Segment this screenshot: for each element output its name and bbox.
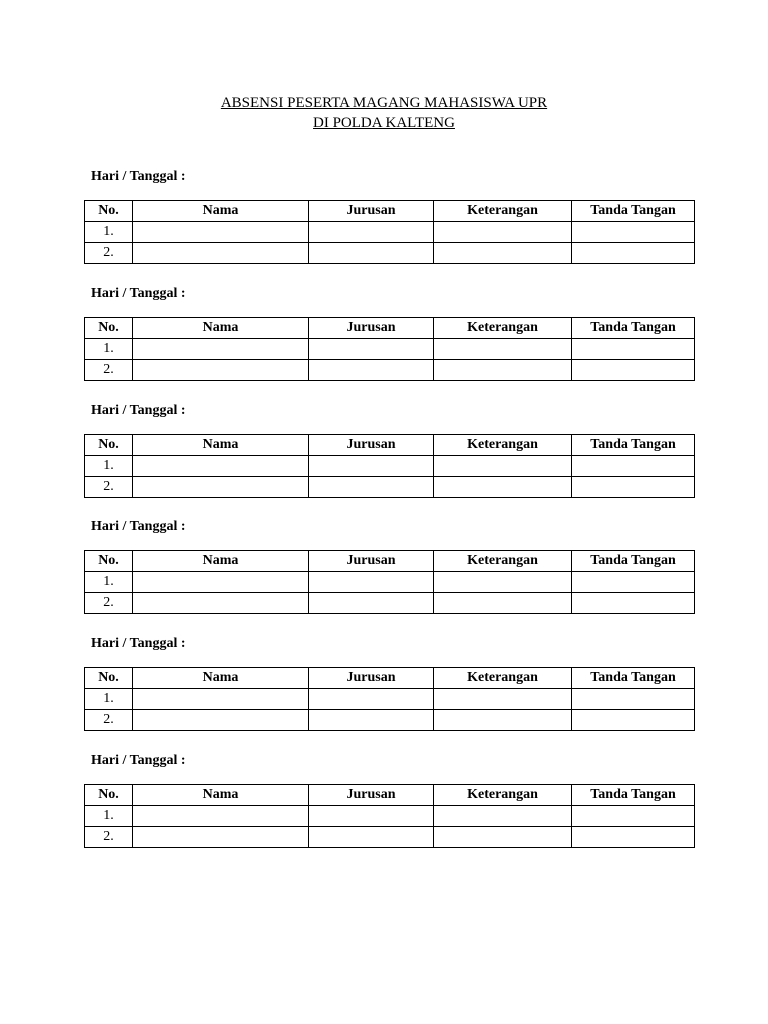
cell-tanda-tangan[interactable] bbox=[572, 572, 695, 593]
row-number: 2. bbox=[85, 593, 133, 614]
cell-jurusan[interactable] bbox=[309, 456, 434, 477]
row-number: 1. bbox=[85, 339, 133, 360]
cell-nama[interactable] bbox=[133, 456, 309, 477]
header-keterangan: Keterangan bbox=[434, 435, 572, 456]
table-header-row bbox=[85, 785, 695, 806]
cell-keterangan[interactable] bbox=[434, 827, 572, 848]
table-row bbox=[85, 339, 695, 360]
attendance-table bbox=[84, 317, 695, 381]
table-row bbox=[85, 593, 695, 614]
cell-tanda-tangan[interactable] bbox=[572, 456, 695, 477]
cell-keterangan[interactable] bbox=[434, 360, 572, 381]
cell-keterangan[interactable] bbox=[434, 477, 572, 498]
cell-jurusan[interactable] bbox=[309, 360, 434, 381]
attendance-table bbox=[84, 200, 695, 264]
header-no: No. bbox=[85, 435, 133, 456]
cell-tanda-tangan[interactable] bbox=[572, 689, 695, 710]
cell-keterangan[interactable] bbox=[434, 710, 572, 731]
table-row bbox=[85, 477, 695, 498]
cell-nama[interactable] bbox=[133, 689, 309, 710]
header-tanda-tangan: Tanda Tangan bbox=[572, 318, 695, 339]
header-no: No. bbox=[85, 785, 133, 806]
row-number: 2. bbox=[85, 360, 133, 381]
cell-nama[interactable] bbox=[133, 339, 309, 360]
cell-tanda-tangan[interactable] bbox=[572, 806, 695, 827]
cell-nama[interactable] bbox=[133, 222, 309, 243]
cell-jurusan[interactable] bbox=[309, 222, 434, 243]
row-number: 1. bbox=[85, 222, 133, 243]
cell-tanda-tangan[interactable] bbox=[572, 710, 695, 731]
cell-jurusan[interactable] bbox=[309, 806, 434, 827]
attendance-table bbox=[84, 667, 695, 731]
cell-keterangan[interactable] bbox=[434, 806, 572, 827]
document-title: ABSENSI PESERTA MAGANG MAHASISWA UPR bbox=[220, 95, 548, 111]
header-tanda-tangan: Tanda Tangan bbox=[572, 668, 695, 689]
cell-keterangan[interactable] bbox=[434, 222, 572, 243]
header-tanda-tangan: Tanda Tangan bbox=[572, 785, 695, 806]
cell-jurusan[interactable] bbox=[309, 339, 434, 360]
document-subtitle: DI POLDA KALTENG bbox=[313, 115, 455, 131]
table-header-row bbox=[85, 551, 695, 572]
header-keterangan: Keterangan bbox=[434, 551, 572, 572]
attendance-table bbox=[84, 434, 695, 498]
row-number: 2. bbox=[85, 243, 133, 264]
cell-keterangan[interactable] bbox=[434, 243, 572, 264]
cell-jurusan[interactable] bbox=[309, 572, 434, 593]
cell-jurusan[interactable] bbox=[309, 827, 434, 848]
cell-jurusan[interactable] bbox=[309, 710, 434, 731]
row-number: 1. bbox=[85, 689, 133, 710]
cell-keterangan[interactable] bbox=[434, 456, 572, 477]
cell-tanda-tangan[interactable] bbox=[572, 593, 695, 614]
table-row bbox=[85, 689, 695, 710]
date-label: Hari / Tanggal : bbox=[91, 403, 186, 418]
row-number: 2. bbox=[85, 477, 133, 498]
table-row bbox=[85, 243, 695, 264]
header-no: No. bbox=[85, 318, 133, 339]
header-tanda-tangan: Tanda Tangan bbox=[572, 551, 695, 572]
date-label: Hari / Tanggal : bbox=[91, 519, 186, 534]
table-row bbox=[85, 222, 695, 243]
header-nama: Nama bbox=[133, 318, 309, 339]
header-nama: Nama bbox=[133, 435, 309, 456]
row-number: 1. bbox=[85, 456, 133, 477]
header-keterangan: Keterangan bbox=[434, 668, 572, 689]
header-jurusan: Jurusan bbox=[309, 668, 434, 689]
cell-nama[interactable] bbox=[133, 572, 309, 593]
header-nama: Nama bbox=[133, 668, 309, 689]
header-keterangan: Keterangan bbox=[434, 785, 572, 806]
row-number: 1. bbox=[85, 572, 133, 593]
cell-jurusan[interactable] bbox=[309, 243, 434, 264]
header-keterangan: Keterangan bbox=[434, 318, 572, 339]
table-row bbox=[85, 360, 695, 381]
date-label: Hari / Tanggal : bbox=[91, 753, 186, 768]
row-number: 1. bbox=[85, 806, 133, 827]
cell-tanda-tangan[interactable] bbox=[572, 222, 695, 243]
header-jurusan: Jurusan bbox=[309, 201, 434, 222]
header-jurusan: Jurusan bbox=[309, 435, 434, 456]
row-number: 2. bbox=[85, 827, 133, 848]
header-jurusan: Jurusan bbox=[309, 551, 434, 572]
table-row bbox=[85, 827, 695, 848]
cell-jurusan[interactable] bbox=[309, 593, 434, 614]
cell-nama[interactable] bbox=[133, 243, 309, 264]
table-row bbox=[85, 710, 695, 731]
table-header-row bbox=[85, 668, 695, 689]
cell-jurusan[interactable] bbox=[309, 477, 434, 498]
cell-keterangan[interactable] bbox=[434, 593, 572, 614]
header-jurusan: Jurusan bbox=[309, 785, 434, 806]
attendance-table bbox=[84, 784, 695, 848]
table-row bbox=[85, 572, 695, 593]
table-row bbox=[85, 806, 695, 827]
row-number: 2. bbox=[85, 710, 133, 731]
header-no: No. bbox=[85, 551, 133, 572]
cell-nama[interactable] bbox=[133, 593, 309, 614]
attendance-table bbox=[84, 550, 695, 614]
cell-tanda-tangan[interactable] bbox=[572, 339, 695, 360]
header-no: No. bbox=[85, 201, 133, 222]
header-nama: Nama bbox=[133, 551, 309, 572]
header-jurusan: Jurusan bbox=[309, 318, 434, 339]
header-tanda-tangan: Tanda Tangan bbox=[572, 201, 695, 222]
header-keterangan: Keterangan bbox=[434, 201, 572, 222]
header-no: No. bbox=[85, 668, 133, 689]
cell-nama[interactable] bbox=[133, 360, 309, 381]
cell-jurusan[interactable] bbox=[309, 689, 434, 710]
cell-keterangan[interactable] bbox=[434, 339, 572, 360]
table-header-row bbox=[85, 435, 695, 456]
header-nama: Nama bbox=[133, 785, 309, 806]
cell-keterangan[interactable] bbox=[434, 689, 572, 710]
header-tanda-tangan: Tanda Tangan bbox=[572, 435, 695, 456]
date-label: Hari / Tanggal : bbox=[91, 169, 186, 184]
cell-nama[interactable] bbox=[133, 477, 309, 498]
date-label: Hari / Tanggal : bbox=[91, 286, 186, 301]
cell-tanda-tangan[interactable] bbox=[572, 477, 695, 498]
table-header-row bbox=[85, 318, 695, 339]
cell-nama[interactable] bbox=[133, 806, 309, 827]
cell-nama[interactable] bbox=[133, 827, 309, 848]
cell-tanda-tangan[interactable] bbox=[572, 243, 695, 264]
date-label: Hari / Tanggal : bbox=[91, 636, 186, 651]
cell-keterangan[interactable] bbox=[434, 572, 572, 593]
cell-nama[interactable] bbox=[133, 710, 309, 731]
header-nama: Nama bbox=[133, 201, 309, 222]
cell-tanda-tangan[interactable] bbox=[572, 827, 695, 848]
table-row bbox=[85, 456, 695, 477]
table-header-row bbox=[85, 201, 695, 222]
cell-tanda-tangan[interactable] bbox=[572, 360, 695, 381]
